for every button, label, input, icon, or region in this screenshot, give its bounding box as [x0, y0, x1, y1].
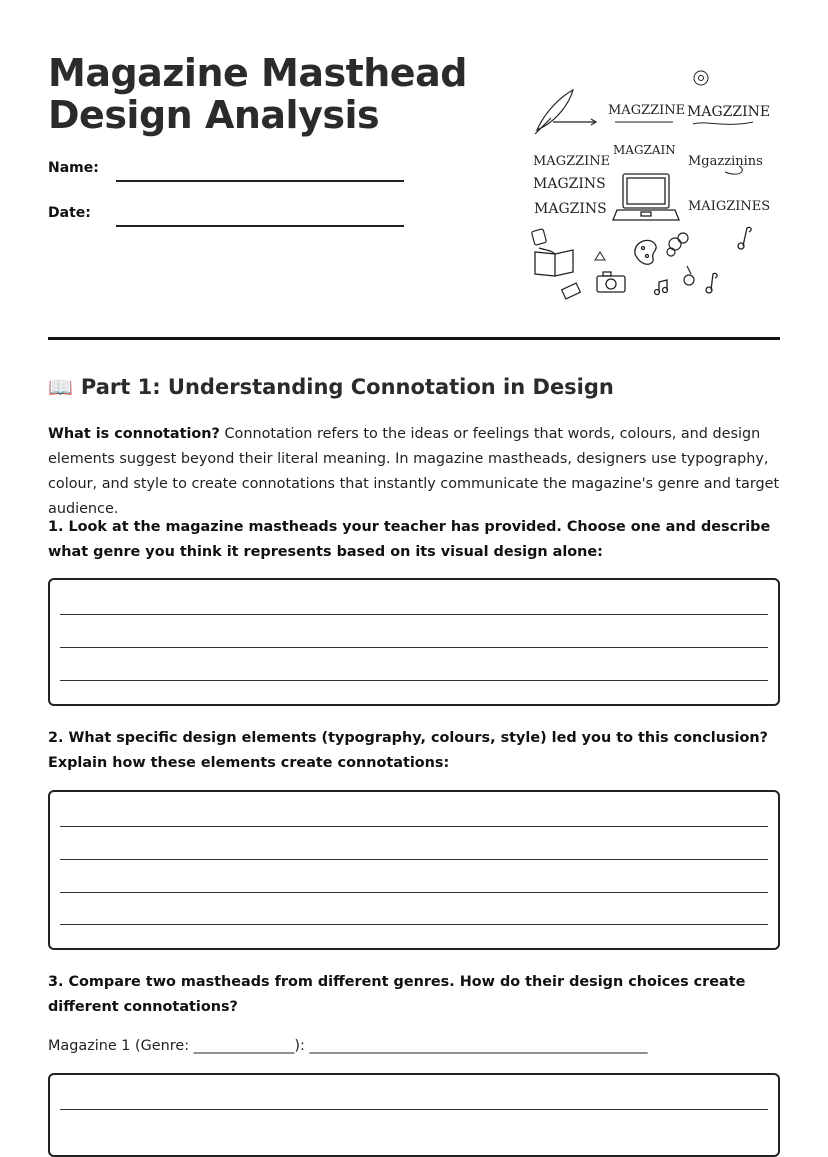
triangle-icon [595, 252, 605, 260]
camera-icon [597, 272, 625, 292]
name-field[interactable] [116, 180, 404, 182]
magazine-1-genre-line[interactable]: Magazine 1 (Genre: ______________): _______________________________________________ [48, 1038, 648, 1054]
mag-word-8: MAIGZINES [688, 199, 771, 214]
answer-line [60, 614, 768, 615]
mag-word-3: MAGZAIN [613, 143, 676, 157]
worksheet-title [48, 52, 467, 136]
answer-line [60, 859, 768, 860]
open-book-icon: 📖 [48, 375, 73, 399]
guitar-icon [684, 266, 694, 285]
magazine-doodle-illustration [525, 62, 775, 312]
mag-word-7: MAGZINS [534, 201, 607, 217]
connotation-intro [48, 422, 780, 522]
phone-icon [531, 229, 546, 246]
answer-line [60, 924, 768, 925]
name-label: Name: [48, 160, 99, 176]
book-icon [535, 248, 573, 276]
header-divider [48, 337, 780, 340]
flower-ornament-icon [694, 71, 708, 85]
quill-icon [535, 90, 596, 134]
title-line-2: Design Analysis [48, 93, 380, 137]
answer-line [60, 647, 768, 648]
intro-bold-label: What is connotation? [48, 426, 220, 442]
date-label: Date: [48, 205, 91, 221]
reel-icon [667, 233, 688, 256]
question-1: 1. Look at the magazine mastheads your teacher has provided. Choose one and describe what genre you think it represents based on its visual design alone: [48, 519, 771, 560]
answer-line [60, 680, 768, 681]
date-field[interactable] [116, 225, 404, 227]
laptop-icon [613, 174, 679, 220]
mag-word-5: Mgazzinins [688, 154, 763, 169]
mag-word-4: MAGZZINE [533, 154, 611, 169]
mag-word-2: MAGZZINE [687, 104, 771, 120]
intro-text: Connotation refers to the ideas or feelings that words, colours, and design elements suggest beyond their literal meaning. In magazine mastheads, designers use typography, colour, and style to create connotations that instantly communicate the magazine's genre and target audience. [48, 426, 780, 517]
mag-word-1: MAGZZINE [608, 103, 686, 118]
part1-heading [48, 375, 614, 399]
answer-box-1[interactable] [48, 578, 780, 706]
notebook-icon [562, 283, 581, 299]
answer-box-2[interactable] [48, 790, 780, 950]
question-3: 3. Compare two mastheads from different genres. How do their design choices create different connotations? [48, 974, 746, 1015]
answer-box-3[interactable] [48, 1073, 780, 1157]
mag-word-6: MAGZINS [533, 176, 606, 192]
answer-line [60, 892, 768, 893]
answer-line [60, 1109, 768, 1110]
title-line-1: Magazine Masthead [48, 51, 467, 95]
part1-heading-text: Part 1: Understanding Connotation in Design [80, 375, 614, 399]
answer-line [60, 826, 768, 827]
question-2: 2. What specific design elements (typography, colours, style) led you to this conclusion? Explain how these elements create connotations: [48, 730, 768, 771]
music-note-icon [655, 227, 752, 294]
palette-icon [635, 240, 656, 264]
